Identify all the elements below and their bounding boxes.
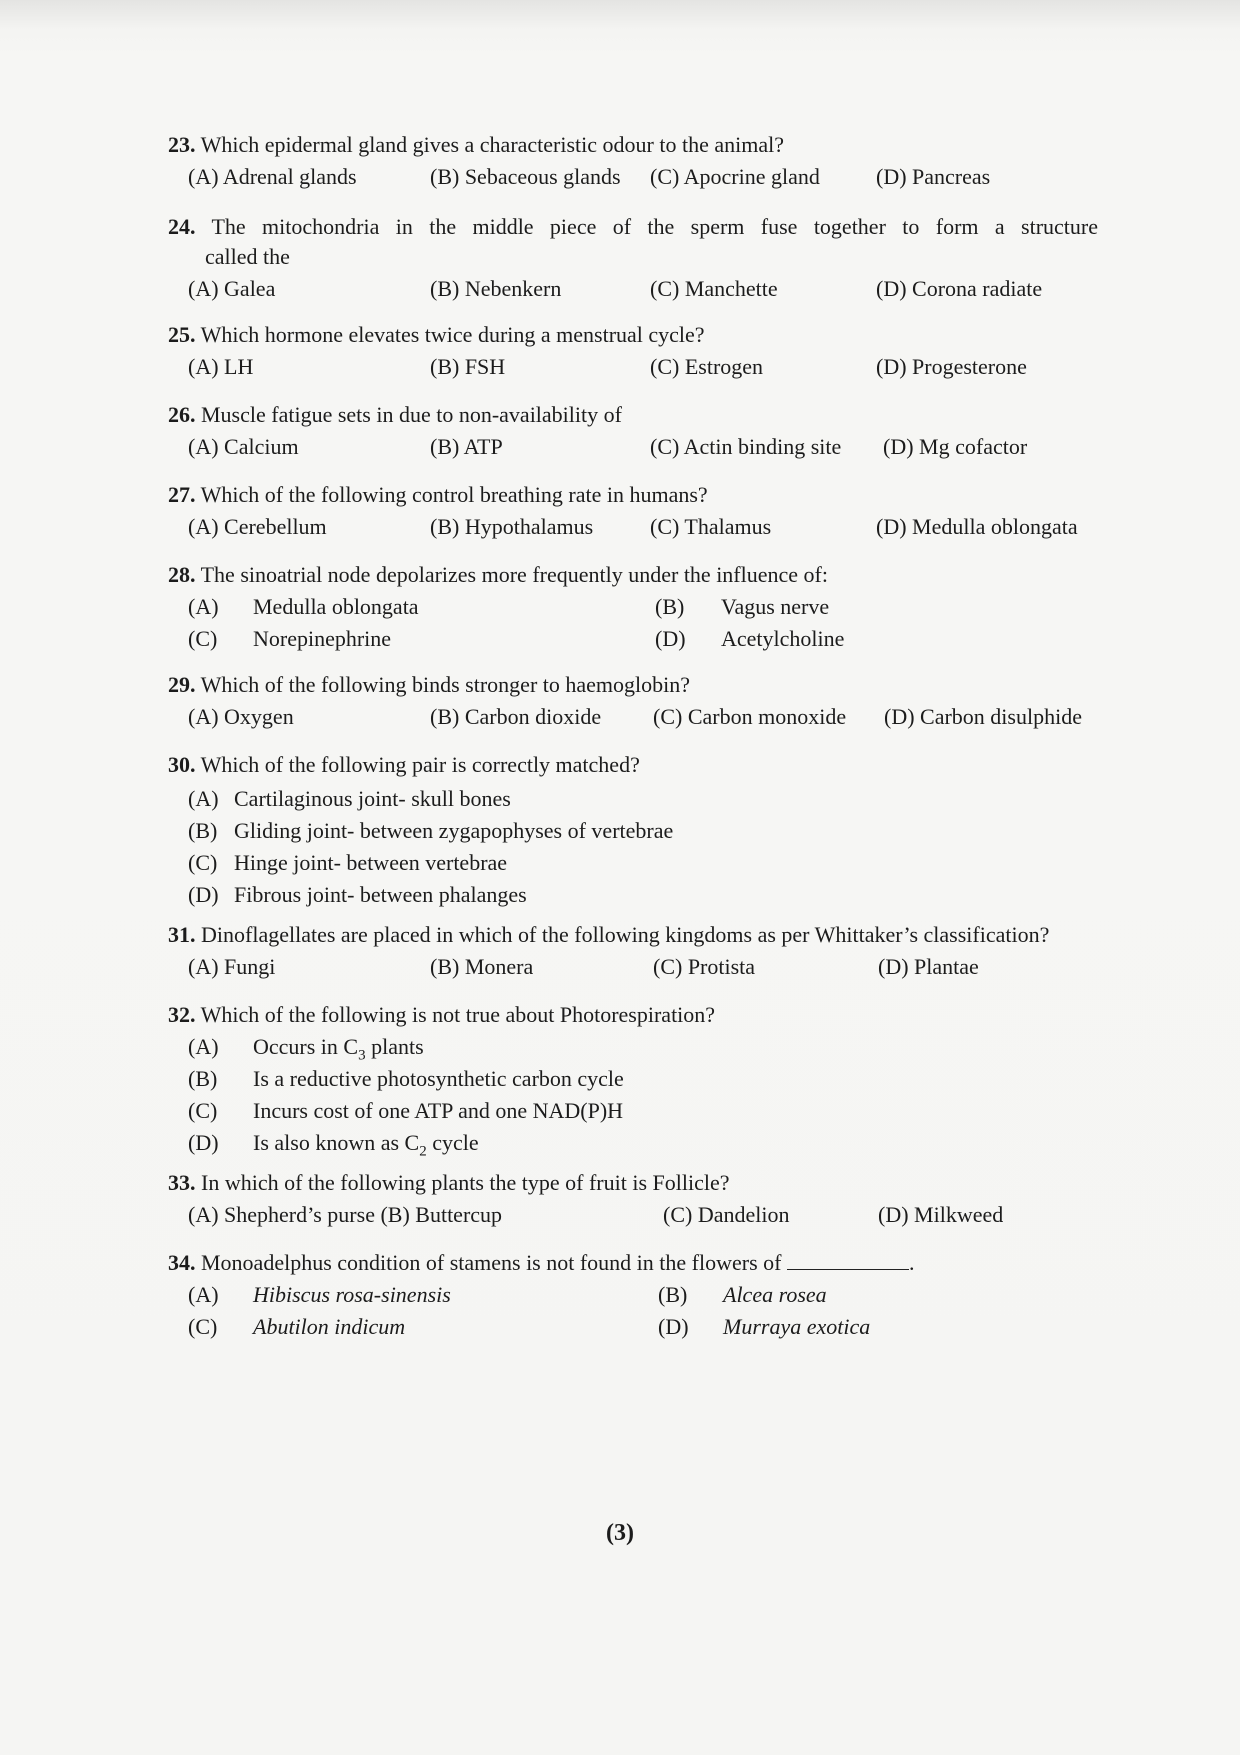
question-text: Which of the following binds stronger to haemoglobin? <box>200 672 691 697</box>
option-b: Alcea rosea <box>723 1282 827 1307</box>
option-d-label: (D) <box>655 626 686 651</box>
question-number: 25. <box>168 322 196 347</box>
option-b: (B) Carbon dioxide <box>430 704 602 729</box>
option-c: (C) Actin binding site <box>650 434 842 459</box>
option-d: (D) Progesterone <box>876 354 1027 379</box>
option-b: (B) Sebaceous glands <box>430 164 621 189</box>
question-text: Monoadelphus condition of stamens is not found in the flowers of <box>201 1250 782 1275</box>
option-d: (D) Medulla oblongata <box>876 514 1078 539</box>
question-number: 27. <box>168 482 196 507</box>
question-text: Which hormone elevates twice during a menstrual cycle? <box>200 322 705 347</box>
option-b: Vagus nerve <box>721 594 830 619</box>
option-d-label: (D) <box>658 1314 689 1339</box>
option-b: Is a reductive photosynthetic carbon cycle <box>253 1066 624 1091</box>
question-text-cont: called the <box>205 244 290 269</box>
option-b: (B) FSH <box>430 354 506 379</box>
option-c: Norepinephrine <box>253 626 392 651</box>
option-a-b: (A) Shepherd’s purse (B) Buttercup <box>188 1202 503 1227</box>
option-a: (A) Galea <box>188 276 276 301</box>
option-d-label: (D) <box>188 882 219 907</box>
option-d: Acetylcholine <box>721 626 845 651</box>
option-c: Incurs cost of one ATP and one NAD(P)H <box>253 1098 624 1123</box>
option-c: (C) Estrogen <box>650 354 764 379</box>
option-c-label: (C) <box>188 626 218 651</box>
question-number: 26. <box>168 402 196 427</box>
option-b: (B) ATP <box>430 434 503 459</box>
option-c: (C) Thalamus <box>650 514 772 539</box>
question-25 <box>168 320 1178 383</box>
option-b-label: (B) <box>188 1066 218 1091</box>
option-a-label: (A) <box>188 594 219 619</box>
option-d: Murraya exotica <box>723 1314 871 1339</box>
question-text: The sinoatrial node depolarizes more frequently under the influence of: <box>200 562 828 587</box>
option-c-label: (C) <box>188 1314 218 1339</box>
option-a: Medulla oblongata <box>253 594 419 619</box>
option-a: (A) Cerebellum <box>188 514 327 539</box>
option-a: Occurs in $C_3$ plants <box>253 1034 424 1064</box>
question-text-end: . <box>908 1250 915 1275</box>
option-a: (A) Fungi <box>188 954 276 979</box>
option-d: (D) Pancreas <box>876 164 991 189</box>
option-d-label: (D) <box>188 1130 219 1155</box>
question-33 <box>168 1168 1178 1231</box>
option-a: Hibiscus rosa-sinensis <box>253 1282 451 1307</box>
option-b: (B) Monera <box>430 954 534 979</box>
option-a: (A) Adrenal glands <box>188 164 357 189</box>
page-number: (3) <box>606 1520 634 1546</box>
question-number: 24. <box>168 214 196 239</box>
option-a: (A) LH <box>188 354 254 379</box>
question-text: Which epidermal gland gives a characteristic odour to the animal? <box>200 132 784 157</box>
option-a-label: (A) <box>188 1282 219 1307</box>
option-a: (A) Oxygen <box>188 704 294 729</box>
question-23 <box>168 130 1178 193</box>
question-28 <box>168 560 1178 654</box>
option-c-label: (C) <box>188 1098 218 1123</box>
option-a: Cartilaginous joint- skull bones <box>234 786 511 811</box>
option-c: Hinge joint- between vertebrae <box>234 850 508 875</box>
option-c: (C) Protista <box>653 954 756 979</box>
option-d: (D) Plantae <box>878 954 979 979</box>
option-d: Is also known as $C_2$ cycle <box>253 1130 479 1160</box>
question-32 <box>168 1000 1178 1160</box>
question-number: 23. <box>168 132 196 157</box>
question-text: Which of the following is not true about Photorespiration? <box>200 1002 716 1027</box>
option-c: Abutilon indicum <box>253 1314 406 1339</box>
option-c-label: (C) <box>188 850 218 875</box>
question-text: The mitochondria in the middle piece of the sperm fuse together to form a structure <box>211 214 1098 239</box>
question-number: 33. <box>168 1170 196 1195</box>
option-d: (D) Mg cofactor <box>883 434 1028 459</box>
question-27 <box>168 480 1178 543</box>
option-c: (C) Apocrine gland <box>650 164 820 189</box>
option-d: (D) Milkweed <box>878 1202 1004 1227</box>
option-b: (B) Hypothalamus <box>430 514 594 539</box>
question-text: Which of the following pair is correctly matched? <box>200 752 640 777</box>
question-number: 30. <box>168 752 196 777</box>
option-c: (C) Manchette <box>650 276 778 301</box>
option-c: (C) Carbon monoxide <box>653 704 847 729</box>
option-b: (B) Nebenkern <box>430 276 562 301</box>
option-b-label: (B) <box>655 594 685 619</box>
question-number: 32. <box>168 1002 196 1027</box>
question-text: Muscle fatigue sets in due to non-availability of <box>201 402 622 427</box>
question-text: Dinoflagellates are placed in which of the following kingdoms as per Whittaker’s classification? <box>201 922 1050 947</box>
question-31 <box>168 920 1178 983</box>
option-a-label: (A) <box>188 1034 219 1059</box>
option-d: (D) Corona radiate <box>876 276 1043 301</box>
option-b-label: (B) <box>658 1282 688 1307</box>
option-d: (D) Carbon disulphide <box>884 704 1082 729</box>
question-number: 28. <box>168 562 196 587</box>
question-number: 31. <box>168 922 196 947</box>
option-b: Gliding joint- between zygapophyses of vertebrae <box>234 818 674 843</box>
question-34 <box>168 1248 1178 1342</box>
option-b-label: (B) <box>188 818 218 843</box>
option-c: (C) Dandelion <box>663 1202 790 1227</box>
question-text: In which of the following plants the type of fruit is Follicle? <box>201 1170 730 1195</box>
answer-blank <box>787 1249 909 1270</box>
question-26 <box>168 400 1178 463</box>
question-text: Which of the following control breathing rate in humans? <box>200 482 708 507</box>
question-number: 34. <box>168 1250 196 1275</box>
question-number: 29. <box>168 672 196 697</box>
question-29 <box>168 670 1178 733</box>
question-24 <box>168 212 1178 305</box>
option-d: Fibrous joint- between phalanges <box>234 882 527 907</box>
question-30 <box>168 750 1178 910</box>
option-a: (A) Calcium <box>188 434 299 459</box>
option-a-label: (A) <box>188 786 219 811</box>
